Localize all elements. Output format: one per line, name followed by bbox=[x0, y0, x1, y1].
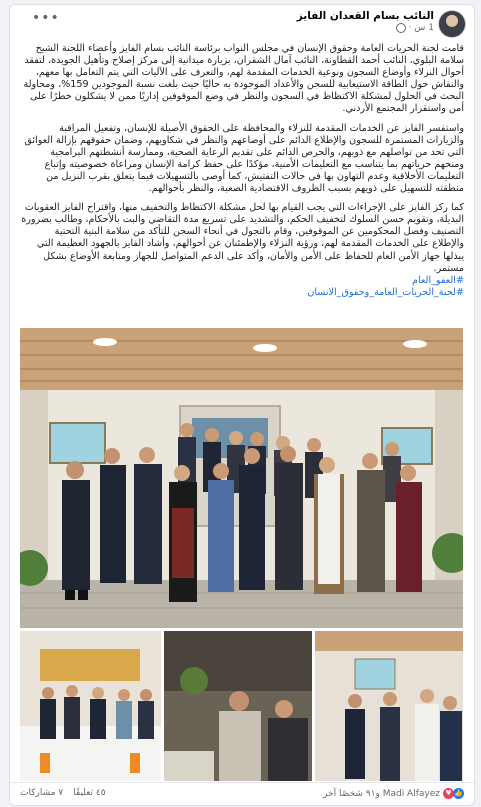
comments-count[interactable]: ٤٥ تعليقًا bbox=[73, 788, 106, 798]
post-time[interactable]: 1 س bbox=[414, 23, 434, 33]
more-options-icon[interactable]: ••• bbox=[32, 10, 60, 26]
post-paragraph: قامت لجنة الحريات العامة وحقوق الإنسان في مجلس النواب برئاسة النائب بسام الفايز وأعضاء اللجنة الشيخ سلامة البلوي، النائب أحمد القطاونة، النائب آمال الشقران، بزيارة ميدانية إلى مركز إصلاح وتأهيل الجويدة، لتفقد أحوال النزلاء وأوضاع السجون ونوعية الخدمات المقدمة لهم، والتعرف على الآليات التي يتم التعامل بها معهم، والنقاش حول الطاقة الاستيعابية للسجن والأعداد الموجودة به حاليًا حيث بلغت نسبة الموجودين 159%، ومحاولة البحث في الحلول لمشكلة الاكتظاظ في السجون والنظر في وضع الموقوفين إداريًا ممن لا يشكلون خطرًا على أمن واستقرار المجتمع الأردني. bbox=[23, 43, 464, 115]
reactions-summary[interactable] bbox=[323, 788, 464, 799]
post-header bbox=[10, 5, 474, 35]
thumbnail-illustration bbox=[315, 631, 463, 781]
thumbnail-illustration bbox=[164, 631, 312, 781]
main-photo[interactable] bbox=[20, 328, 463, 628]
thumbnail-illustration bbox=[20, 631, 161, 781]
post-meta bbox=[396, 23, 434, 33]
post-footer bbox=[10, 782, 474, 805]
hashtag-link[interactable]: #العفو_العام bbox=[412, 274, 464, 286]
globe-icon bbox=[396, 23, 406, 33]
reactions-text: Madi Alfayez و٩١ شخصًا آخر bbox=[323, 788, 440, 799]
post-body bbox=[20, 43, 464, 299]
meta-separator: · bbox=[408, 23, 412, 33]
photo-thumbnail[interactable] bbox=[20, 631, 161, 781]
love-icon: ♥ bbox=[443, 788, 454, 799]
hashtag-link[interactable]: #لجنة_الحريات_العامة_وحقوق_الانسان bbox=[307, 286, 464, 298]
photo-thumbnail[interactable] bbox=[164, 631, 312, 781]
engagement-counts bbox=[20, 788, 106, 798]
photo-grid bbox=[20, 631, 463, 781]
avatar[interactable] bbox=[438, 10, 466, 38]
author-name[interactable]: النائب بسام القعدان الفايز bbox=[296, 10, 434, 22]
photo-thumbnail[interactable] bbox=[315, 631, 463, 781]
group-photo-illustration bbox=[20, 328, 463, 628]
shares-count[interactable]: ٧ مشاركات bbox=[20, 788, 64, 798]
post-paragraph: كما ركز الفايز على الإجراءات التي يجب القيام بها لحل مشكلة الاكتظاظ والتخفيف منها، واقتراح الفايز العقوبات البديلة، وتقويم حسن السلوك لتخفيف الحكم، والتشديد على تسريع مدة التقاضي والبت بالأحكام، وطالب بضرورة التصنيف وفصل المحكومين عن الموقوفين، وقام بالتجول في أنحاء السجن للتأكد من سلامة البنية التحتية والإطلاع على الخدمات المقدمة لهم، ورؤية النزلاء والإطمئنان عن أحوالهم، وأشاد الفايز بالجهود العظيمة التي يبذلها جهاز الأمن العام للحفاظ على الأمن والأمان، وأكد على الدعم المتواصل للجهاز ومتابعة الأوضاع بشكل مستمر. bbox=[21, 202, 464, 274]
facebook-post bbox=[9, 4, 475, 806]
like-icon: 👍 bbox=[454, 789, 463, 797]
post-paragraph: واستفسر الفايز عن الخدمات المقدمة للنزلاء والمحافظة على الحقوق الأصيلة للإنسان، وتفعيل المراقبة والزيارات المستمرة للسجون والإطلاع الدائم على أوضاعهم والنظر في شكاويهم، وضمان حقوقهم بإزالة العوائق التي تحد من تواصلهم مع ذويهم، والحرص الدائم على تقديم الرعاية الصحية، وممارسة أنشطتهم البرامجية ومنحهم حرياتهم بما يتناسب مع التعليمات الأمنية، مؤكدًا على حفظ كرامة الإنسان ومراعاة خصوصيته وإتباع التعليمات الأخلاقية وعدم التهاون بها في حالات التفتيش، كما أوصى بالتسهيلات فيما يتعلق بقرب النزيل من منطقته للتسهيل على ذويهم بسبب الظروف الاقتصادية الصعبة، والنظر بأحوالهم. bbox=[24, 122, 464, 195]
